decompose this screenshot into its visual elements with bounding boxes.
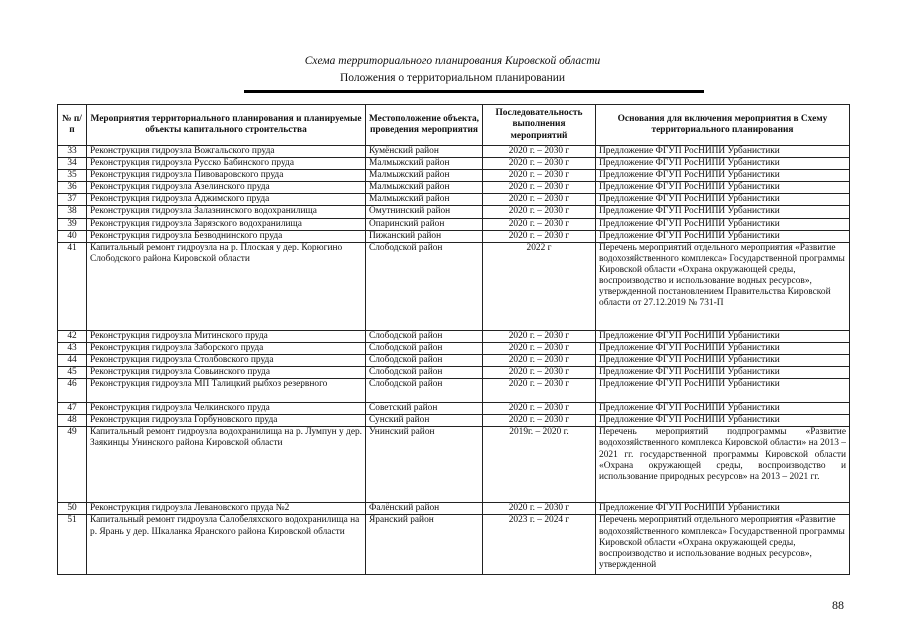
row-sequence: 2020 г. – 2030 г <box>483 170 596 182</box>
col-header-sequence: Последовательность выполнения мероприятий <box>483 105 596 146</box>
row-number: 51 <box>58 515 87 575</box>
row-basis: Предложение ФГУП РосНИПИ Урбанистики <box>596 146 850 158</box>
row-location: Малмыжский район <box>366 182 483 194</box>
row-number: 48 <box>58 415 87 427</box>
row-measure: Капитальный ремонт гидроузла на р. Плоская у дер. Корюгино Слободского района Кировской области <box>87 242 366 330</box>
row-number: 35 <box>58 170 87 182</box>
row-sequence: 2020 г. – 2030 г <box>483 146 596 158</box>
row-sequence: 2020 г. – 2030 г <box>483 403 596 415</box>
row-measure: Реконструкция гидроузла Вожгальского пруда <box>87 146 366 158</box>
row-basis: Предложение ФГУП РосНИПИ Урбанистики <box>596 367 850 379</box>
row-measure: Реконструкция гидроузла Горбуновского пруда <box>87 415 366 427</box>
row-location: Омутнинский район <box>366 206 483 218</box>
table-body <box>58 146 850 575</box>
table-header-row <box>58 105 850 146</box>
table-row <box>58 503 850 515</box>
row-sequence: 2020 г. – 2030 г <box>483 367 596 379</box>
table-row <box>58 230 850 242</box>
row-location: Слободской район <box>366 379 483 403</box>
col-header-location: Местоположение объекта, проведения мероприятия <box>366 105 483 146</box>
table-row <box>58 218 850 230</box>
col-header-number: № п/п <box>58 105 87 146</box>
col-header-basis: Основания для включения мероприятия в Схему территориального планирования <box>596 105 850 146</box>
row-basis: Предложение ФГУП РосНИПИ Урбанистики <box>596 230 850 242</box>
measures-table <box>57 104 850 575</box>
document-title: Схема территориального планирования Кировской области <box>304 55 601 67</box>
row-measure: Капитальный ремонт гидроузла Салобеляхского водохранилища на р. Ярань у дер. Шкаланка Яранского района Кировской области <box>87 515 366 575</box>
row-number: 39 <box>58 218 87 230</box>
table-row <box>58 330 850 342</box>
row-basis: Предложение ФГУП РосНИПИ Урбанистики <box>596 354 850 366</box>
row-basis: Предложение ФГУП РосНИПИ Урбанистики <box>596 218 850 230</box>
row-sequence: 2020 г. – 2030 г <box>483 230 596 242</box>
header-rule <box>244 90 704 93</box>
row-location: Слободской район <box>366 342 483 354</box>
row-number: 46 <box>58 379 87 403</box>
row-number: 47 <box>58 403 87 415</box>
table-row <box>58 427 850 503</box>
row-basis: Предложение ФГУП РосНИПИ Урбанистики <box>596 503 850 515</box>
row-sequence: 2020 г. – 2030 г <box>483 182 596 194</box>
row-number: 41 <box>58 242 87 330</box>
row-location: Слободской район <box>366 330 483 342</box>
row-number: 49 <box>58 427 87 503</box>
row-sequence: 2020 г. – 2030 г <box>483 218 596 230</box>
row-measure: Реконструкция гидроузла Зарязского водохранилища <box>87 218 366 230</box>
row-measure: Реконструкция гидроузла Залазнинского водохранилища <box>87 206 366 218</box>
row-basis: Предложение ФГУП РосНИПИ Урбанистики <box>596 158 850 170</box>
row-sequence: 2019г. – 2020 г. <box>483 427 596 503</box>
row-sequence: 2020 г. – 2030 г <box>483 354 596 366</box>
row-sequence: 2020 г. – 2030 г <box>483 158 596 170</box>
table-row <box>58 158 850 170</box>
row-measure: Реконструкция гидроузла МП Талицкий рыбхоз резервного <box>87 379 366 403</box>
table-row <box>58 415 850 427</box>
row-basis: Предложение ФГУП РосНИПИ Урбанистики <box>596 342 850 354</box>
row-basis: Перечень мероприятий отдельного мероприятия «Развитие водохозяйственного комплекса» Государственной программы Кировской области «Охрана окружающей среды, воспроизводство и использование водных ресурсов», утвержденной <box>596 515 850 575</box>
row-location: Фалёнский район <box>366 503 483 515</box>
row-location: Слободской район <box>366 367 483 379</box>
row-number: 50 <box>58 503 87 515</box>
row-number: 33 <box>58 146 87 158</box>
row-number: 43 <box>58 342 87 354</box>
row-number: 38 <box>58 206 87 218</box>
row-measure: Реконструкция гидроузла Безводнинского пруда <box>87 230 366 242</box>
row-measure: Реконструкция гидроузла Заборского пруда <box>87 342 366 354</box>
row-location: Яранский район <box>366 515 483 575</box>
row-location: Опаринский район <box>366 218 483 230</box>
table-row <box>58 367 850 379</box>
row-measure: Реконструкция гидроузла Пивоваровского пруда <box>87 170 366 182</box>
row-measure: Реконструкция гидроузла Столбовского пруда <box>87 354 366 366</box>
row-measure: Реконструкция гидроузла Совьинского пруда <box>87 367 366 379</box>
row-basis: Перечень мероприятий подпрограммы «Развитие водохозяйственного комплекса Кировской области» на 2013 – 2021 гг. государственной программы Кировской области «Охрана окружающей среды, воспроизводство и использование природных ресурсов» на 2013 – 2021 гг. <box>596 427 850 503</box>
table-row <box>58 354 850 366</box>
table-row <box>58 379 850 403</box>
row-number: 45 <box>58 367 87 379</box>
table-row <box>58 342 850 354</box>
col-header-measure: Мероприятия территориального планирования и планируемые объекты капитального строительства <box>87 105 366 146</box>
row-sequence: 2023 г. – 2024 г <box>483 515 596 575</box>
row-location: Слободской район <box>366 242 483 330</box>
table-row <box>58 206 850 218</box>
row-number: 37 <box>58 194 87 206</box>
row-number: 44 <box>58 354 87 366</box>
row-sequence: 2020 г. – 2030 г <box>483 194 596 206</box>
row-measure: Реконструкция гидроузла Азелинского пруда <box>87 182 366 194</box>
row-sequence: 2020 г. – 2030 г <box>483 415 596 427</box>
row-sequence: 2020 г. – 2030 г <box>483 342 596 354</box>
row-location: Малмыжский район <box>366 158 483 170</box>
row-number: 34 <box>58 158 87 170</box>
row-sequence: 2020 г. – 2030 г <box>483 330 596 342</box>
table-row <box>58 242 850 330</box>
table-row <box>58 146 850 158</box>
row-location: Унинский район <box>366 427 483 503</box>
row-location: Сунский район <box>366 415 483 427</box>
row-measure: Реконструкция гидроузла Русско Бабинского пруда <box>87 158 366 170</box>
table-row <box>58 194 850 206</box>
row-location: Советский район <box>366 403 483 415</box>
row-measure: Реконструкция гидроузла Челкинского пруда <box>87 403 366 415</box>
row-basis: Предложение ФГУП РосНИПИ Урбанистики <box>596 415 850 427</box>
table-row <box>58 182 850 194</box>
row-location: Малмыжский район <box>366 194 483 206</box>
row-location: Пижанский район <box>366 230 483 242</box>
row-number: 42 <box>58 330 87 342</box>
row-number: 40 <box>58 230 87 242</box>
row-measure: Капитальный ремонт гидроузла водохранилища на р. Лумпун у дер. Заякинцы Унинского района Кировской области <box>87 427 366 503</box>
table-row <box>58 403 850 415</box>
row-sequence: 2020 г. – 2030 г <box>483 206 596 218</box>
row-number: 36 <box>58 182 87 194</box>
row-location: Кумёнский район <box>366 146 483 158</box>
row-basis: Предложение ФГУП РосНИПИ Урбанистики <box>596 170 850 182</box>
row-location: Слободской район <box>366 354 483 366</box>
row-basis: Предложение ФГУП РосНИПИ Урбанистики <box>596 194 850 206</box>
row-basis: Предложение ФГУП РосНИПИ Урбанистики <box>596 182 850 194</box>
row-sequence: 2020 г. – 2030 г <box>483 503 596 515</box>
row-basis: Предложение ФГУП РосНИПИ Урбанистики <box>596 206 850 218</box>
row-basis: Предложение ФГУП РосНИПИ Урбанистики <box>596 403 850 415</box>
page-number: 88 <box>832 598 844 612</box>
row-basis: Предложение ФГУП РосНИПИ Урбанистики <box>596 379 850 403</box>
row-basis: Перечень мероприятий отдельного мероприятия «Развитие водохозяйственного комплекса» Государственной программы Кировской области «Охрана окружающей среды, воспроизводство и использование водных ресурсов», утвержденной постановлением Правительства Кировской области от 27.12.2019 № 731-П <box>596 242 850 330</box>
table-row <box>58 515 850 575</box>
row-measure: Реконструкция гидроузла Аджимского пруда <box>87 194 366 206</box>
row-basis: Предложение ФГУП РосНИПИ Урбанистики <box>596 330 850 342</box>
row-sequence: 2020 г. – 2030 г <box>483 379 596 403</box>
document-subtitle: Положения о территориальном планировании <box>339 72 566 84</box>
row-measure: Реконструкция гидроузла Митинского пруда <box>87 330 366 342</box>
table-row <box>58 170 850 182</box>
row-sequence: 2022 г <box>483 242 596 330</box>
row-measure: Реконструкция гидроузла Левановского пруда №2 <box>87 503 366 515</box>
row-location: Малмыжский район <box>366 170 483 182</box>
